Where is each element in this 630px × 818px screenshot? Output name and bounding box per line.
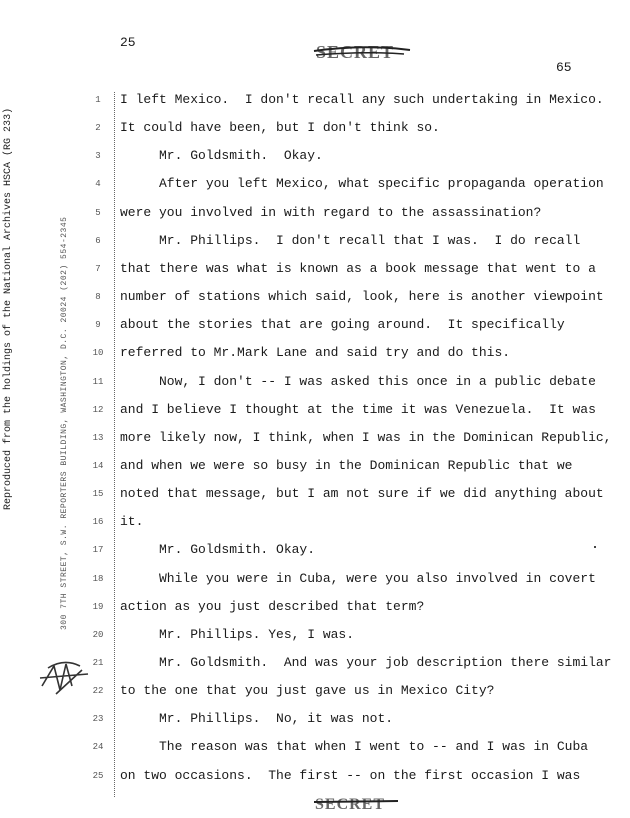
- archive-provenance-note: Reproduced from the holdings of the National Archives HSCA (RG 233): [3, 107, 14, 510]
- reporter-address-note: 300 7TH STREET, S.W. REPORTERS BUILDING, WASHINGTON, D.C. 20024 (202) 554-2345: [60, 216, 69, 630]
- transcript-line: on two occasions. The first -- on the first occasion I was: [120, 768, 581, 783]
- line-number: 16: [92, 517, 104, 527]
- line-number: 25: [92, 771, 104, 781]
- transcript-line: Mr. Goldsmith. And was your job description there similar: [120, 655, 612, 670]
- svg-text:SECRET: SECRET: [316, 42, 395, 62]
- line-number: 20: [92, 630, 104, 640]
- line-number: 9: [95, 320, 101, 330]
- svg-text:SECRET: SECRET: [315, 796, 386, 813]
- transcript-line: I left Mexico. I don't recall any such undertaking in Mexico.: [120, 92, 604, 107]
- transcript-line: it.: [120, 514, 144, 529]
- transcript-line: While you were in Cuba, were you also involved in covert: [120, 571, 596, 586]
- transcript-line: Now, I don't -- I was asked this once in a public debate: [120, 374, 596, 389]
- line-number: 6: [95, 236, 101, 246]
- line-number: 7: [95, 264, 101, 274]
- line-number: 1: [95, 95, 101, 105]
- secret-stamp-bottom: [312, 792, 402, 818]
- page-number-left: 25: [120, 35, 136, 50]
- line-number: 18: [92, 574, 104, 584]
- line-number-divider: [114, 92, 115, 797]
- transcript-line: referred to Mr.Mark Lane and said try and do this.: [120, 345, 511, 360]
- line-number: 12: [92, 405, 104, 415]
- line-number: 10: [92, 348, 104, 358]
- line-number: 15: [92, 489, 104, 499]
- transcript-line: to the one that you just gave us in Mexico City?: [120, 683, 495, 698]
- transcript-line: noted that message, but I am not sure if we did anything about: [120, 486, 604, 501]
- line-number: 5: [95, 208, 101, 218]
- transcript-line: Mr. Phillips. No, it was not.: [120, 711, 394, 726]
- transcript-line: and I believe I thought at the time it was Venezuela. It was: [120, 402, 596, 417]
- line-number: 21: [92, 658, 104, 668]
- transcript-line: Mr. Goldsmith. Okay.: [120, 148, 323, 163]
- line-number: 14: [92, 461, 104, 471]
- line-number: 8: [95, 292, 101, 302]
- scan-speck: [594, 546, 596, 548]
- transcript-line: number of stations which said, look, here is another viewpoint: [120, 289, 604, 304]
- transcript-line: The reason was that when I went to -- and I was in Cuba: [120, 739, 589, 754]
- secret-stamp-top: [312, 38, 412, 68]
- line-number: 11: [92, 377, 104, 387]
- transcript-line: action as you just described that term?: [120, 599, 425, 614]
- line-number: 23: [92, 714, 104, 724]
- transcript-line: more likely now, I think, when I was in the Dominican Republic,: [120, 430, 612, 445]
- line-number: 2: [95, 123, 101, 133]
- transcript-line: Mr. Goldsmith. Okay.: [120, 542, 316, 557]
- line-number: 19: [92, 602, 104, 612]
- line-number: 4: [95, 179, 101, 189]
- line-number: 24: [92, 742, 104, 752]
- line-number: 3: [95, 151, 101, 161]
- transcript-line: that there was what is known as a book message that went to a: [120, 261, 596, 276]
- transcript-line: Mr. Phillips. I don't recall that I was. I do recall: [120, 233, 581, 248]
- transcript-line: were you involved in with regard to the assassination?: [120, 205, 542, 220]
- transcript-line: and when we were so busy in the Dominican Republic that we: [120, 458, 573, 473]
- page-number-right: 65: [556, 60, 572, 75]
- transcript-line: It could have been, but I don't think so.: [120, 120, 440, 135]
- line-number: 13: [92, 433, 104, 443]
- line-number: 17: [92, 545, 104, 555]
- transcript-line: about the stories that are going around. It specifically: [120, 317, 565, 332]
- handwritten-initials-mark: [36, 656, 94, 700]
- line-number: 22: [92, 686, 104, 696]
- transcript-line: Mr. Phillips. Yes, I was.: [120, 627, 355, 642]
- transcript-line: After you left Mexico, what specific propaganda operation: [120, 176, 604, 191]
